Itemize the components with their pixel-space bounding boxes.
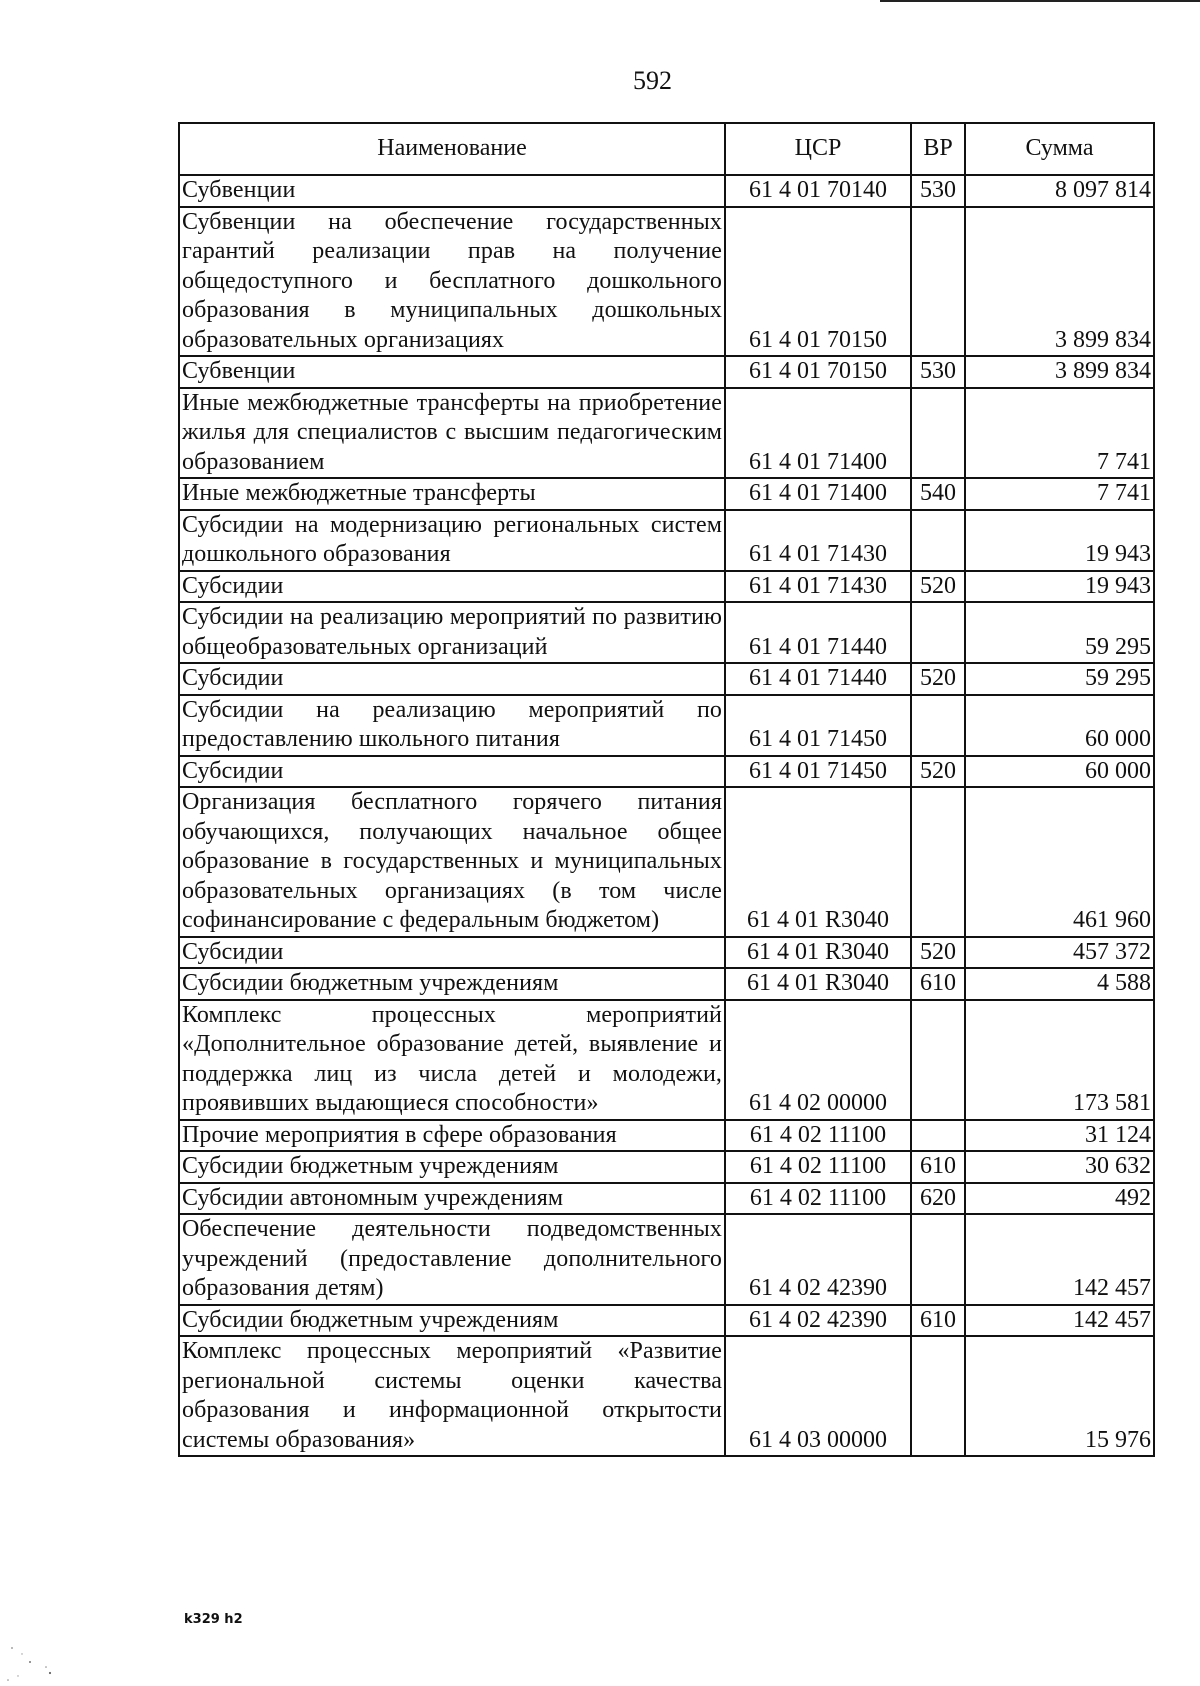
cell-sum: 3 899 834 — [965, 207, 1154, 357]
table-row — [179, 1120, 1154, 1152]
cell-name: Субвенции на обеспечение государственных гарантий реализации прав на получение общедоступного и бесплатного дошкольного образования в муниципальных дошкольных образовательных организациях — [179, 207, 725, 357]
cell-sum: 60 000 — [965, 756, 1154, 788]
cell-name: Прочие мероприятия в сфере образования — [179, 1120, 725, 1152]
cell-sum: 15 976 — [965, 1336, 1154, 1456]
table-row — [179, 937, 1154, 969]
cell-name: Субсидии — [179, 756, 725, 788]
cell-csr: 61 4 01 71430 — [725, 510, 911, 571]
cell-csr: 61 4 01 R3040 — [725, 937, 911, 969]
cell-csr: 61 4 02 00000 — [725, 1000, 911, 1120]
cell-name: Субсидии автономным учреждениям — [179, 1183, 725, 1215]
cell-name: Субсидии бюджетным учреждениям — [179, 1305, 725, 1337]
cell-sum: 4 588 — [965, 968, 1154, 1000]
cell-vr: 530 — [911, 356, 965, 388]
cell-name: Субсидии — [179, 571, 725, 603]
cell-vr — [911, 1000, 965, 1120]
table-row — [179, 1151, 1154, 1183]
cell-name: Субсидии на модернизацию региональных систем дошкольного образования — [179, 510, 725, 571]
cell-vr — [911, 388, 965, 479]
cell-csr: 61 4 01 70150 — [725, 207, 911, 357]
cell-vr: 520 — [911, 937, 965, 969]
footer-code: k329 h2 — [184, 1612, 243, 1627]
table-row — [179, 1336, 1154, 1456]
cell-name: Субсидии — [179, 937, 725, 969]
table-row — [179, 571, 1154, 603]
cell-vr — [911, 787, 965, 937]
cell-name: Субвенции — [179, 356, 725, 388]
cell-sum: 8 097 814 — [965, 175, 1154, 207]
cell-sum: 142 457 — [965, 1305, 1154, 1337]
cell-vr — [911, 695, 965, 756]
cell-sum: 30 632 — [965, 1151, 1154, 1183]
cell-vr: 620 — [911, 1183, 965, 1215]
cell-vr: 610 — [911, 968, 965, 1000]
table-row — [179, 388, 1154, 479]
table-row — [179, 478, 1154, 510]
cell-vr: 530 — [911, 175, 965, 207]
cell-name: Субсидии бюджетным учреждениям — [179, 1151, 725, 1183]
cell-sum: 59 295 — [965, 602, 1154, 663]
table-row — [179, 602, 1154, 663]
cell-vr — [911, 602, 965, 663]
cell-csr: 61 4 01 71430 — [725, 571, 911, 603]
cell-name: Субсидии бюджетным учреждениям — [179, 968, 725, 1000]
cell-name: Субсидии — [179, 663, 725, 695]
cell-csr: 61 4 03 00000 — [725, 1336, 911, 1456]
budget-table — [178, 122, 1155, 1457]
cell-sum: 19 943 — [965, 571, 1154, 603]
cell-csr: 61 4 02 42390 — [725, 1305, 911, 1337]
cell-csr: 61 4 01 71400 — [725, 388, 911, 479]
table-row — [179, 756, 1154, 788]
header-sum: Сумма — [965, 123, 1154, 175]
table-row — [179, 1214, 1154, 1305]
cell-vr: 520 — [911, 756, 965, 788]
table-row — [179, 1305, 1154, 1337]
table-row — [179, 175, 1154, 207]
table-row — [179, 510, 1154, 571]
cell-vr: 610 — [911, 1151, 965, 1183]
cell-name: Субвенции — [179, 175, 725, 207]
table-row — [179, 356, 1154, 388]
table-header-row — [179, 123, 1154, 175]
cell-csr: 61 4 01 71450 — [725, 695, 911, 756]
cell-csr: 61 4 01 70140 — [725, 175, 911, 207]
cell-name: Иные межбюджетные трансферты — [179, 478, 725, 510]
cell-csr: 61 4 01 71440 — [725, 602, 911, 663]
table-row — [179, 1000, 1154, 1120]
table-row — [179, 968, 1154, 1000]
cell-sum: 492 — [965, 1183, 1154, 1215]
cell-name: Комплекс процессных мероприятий «Дополнительное образование детей, выявление и поддержка лиц из числа детей и молодежи, проявивших выдающиеся способности» — [179, 1000, 725, 1120]
cell-csr: 61 4 01 71400 — [725, 478, 911, 510]
page-number: 592 — [633, 66, 672, 95]
header-vr: ВР — [911, 123, 965, 175]
table-body — [179, 175, 1154, 1456]
cell-name: Комплекс процессных мероприятий «Развитие региональной системы оценки качества образования и информационной открытости системы образования» — [179, 1336, 725, 1456]
cell-sum: 457 372 — [965, 937, 1154, 969]
table-row — [179, 1183, 1154, 1215]
header-csr: ЦСР — [725, 123, 911, 175]
cell-csr: 61 4 02 11100 — [725, 1120, 911, 1152]
cell-csr: 61 4 01 R3040 — [725, 968, 911, 1000]
table-row — [179, 787, 1154, 937]
cell-sum: 173 581 — [965, 1000, 1154, 1120]
cell-csr: 61 4 01 71450 — [725, 756, 911, 788]
cell-name: Иные межбюджетные трансферты на приобретение жилья для специалистов с высшим педагогическим образованием — [179, 388, 725, 479]
cell-vr — [911, 1336, 965, 1456]
cell-sum: 60 000 — [965, 695, 1154, 756]
cell-sum: 142 457 — [965, 1214, 1154, 1305]
cell-name: Субсидии на реализацию мероприятий по развитию общеобразовательных организаций — [179, 602, 725, 663]
cell-sum: 7 741 — [965, 388, 1154, 479]
cell-sum: 31 124 — [965, 1120, 1154, 1152]
cell-sum: 3 899 834 — [965, 356, 1154, 388]
cell-vr: 610 — [911, 1305, 965, 1337]
cell-vr — [911, 510, 965, 571]
cell-sum: 461 960 — [965, 787, 1154, 937]
cell-csr: 61 4 01 70150 — [725, 356, 911, 388]
cell-csr: 61 4 01 71440 — [725, 663, 911, 695]
cell-csr: 61 4 01 R3040 — [725, 787, 911, 937]
table-row — [179, 695, 1154, 756]
cell-name: Обеспечение деятельности подведомственных учреждений (предоставление дополнительного образования детям) — [179, 1214, 725, 1305]
cell-vr — [911, 207, 965, 357]
cell-csr: 61 4 02 11100 — [725, 1151, 911, 1183]
scan-noise-specks — [0, 1640, 60, 1686]
cell-sum: 19 943 — [965, 510, 1154, 571]
cell-vr: 520 — [911, 571, 965, 603]
cell-vr — [911, 1120, 965, 1152]
header-name: Наименование — [179, 123, 725, 175]
table-row — [179, 663, 1154, 695]
cell-sum: 7 741 — [965, 478, 1154, 510]
cell-vr — [911, 1214, 965, 1305]
scan-top-edge-rule — [880, 0, 1200, 2]
cell-csr: 61 4 02 42390 — [725, 1214, 911, 1305]
cell-name: Организация бесплатного горячего питания обучающихся, получающих начальное общее образование в государственных и муниципальных образовательных организациях (в том числе софинансирование с федеральным бюджетом) — [179, 787, 725, 937]
cell-name: Субсидии на реализацию мероприятий по предоставлению школьного питания — [179, 695, 725, 756]
cell-vr: 520 — [911, 663, 965, 695]
cell-csr: 61 4 02 11100 — [725, 1183, 911, 1215]
table-row — [179, 207, 1154, 357]
cell-sum: 59 295 — [965, 663, 1154, 695]
cell-vr: 540 — [911, 478, 965, 510]
